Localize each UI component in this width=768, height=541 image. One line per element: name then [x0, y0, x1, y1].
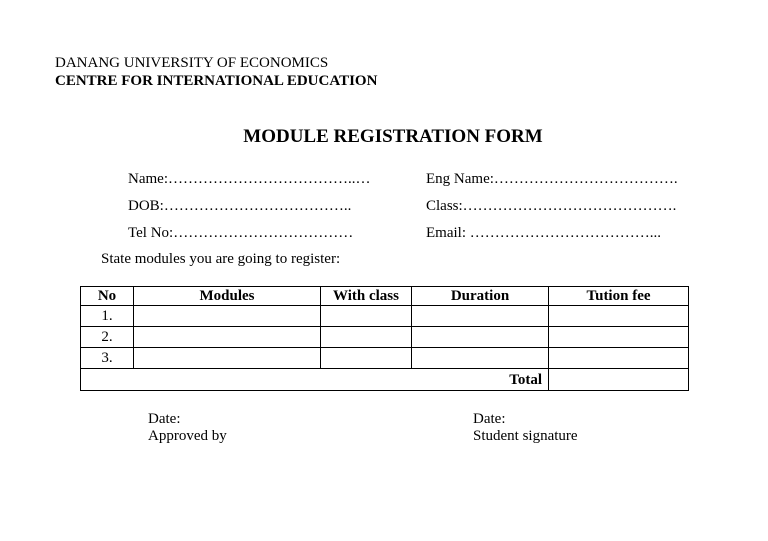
- dob-field[interactable]: DOB:………………………………..: [128, 198, 352, 214]
- email-field[interactable]: Email: ………………………………...: [426, 225, 661, 241]
- centre-name: CENTRE FOR INTERNATIONAL EDUCATION: [55, 73, 378, 89]
- name-field[interactable]: Name:………………………………..…: [128, 171, 371, 187]
- university-name: DANANG UNIVERSITY OF ECONOMICS: [55, 55, 329, 71]
- with-class-cell[interactable]: [321, 306, 412, 327]
- total-value-cell[interactable]: [549, 369, 689, 391]
- student-signature-label: Student signature: [473, 428, 578, 444]
- header-modules: Modules: [134, 287, 321, 306]
- fee-cell[interactable]: [549, 348, 689, 369]
- total-label: Total: [81, 369, 549, 391]
- tel-field[interactable]: Tel No:………………………………: [128, 225, 354, 241]
- duration-cell[interactable]: [412, 327, 549, 348]
- header-duration: Duration: [412, 287, 549, 306]
- with-class-cell[interactable]: [321, 348, 412, 369]
- header-tuition-fee: Tution fee: [549, 287, 689, 306]
- student-date: Date:: [473, 411, 506, 427]
- eng-name-field[interactable]: Eng Name:……………………………….: [426, 171, 678, 187]
- modules-instruction: State modules you are going to register:: [101, 251, 341, 267]
- header-no: No: [81, 287, 134, 306]
- duration-cell[interactable]: [412, 348, 549, 369]
- header-with-class: With class: [321, 287, 412, 306]
- duration-cell[interactable]: [412, 306, 549, 327]
- form-title: MODULE REGISTRATION FORM: [243, 126, 543, 147]
- fee-cell[interactable]: [549, 306, 689, 327]
- row-number: 3.: [81, 348, 134, 369]
- table-row: [81, 348, 689, 369]
- row-number: 2.: [81, 327, 134, 348]
- total-row: [81, 369, 689, 391]
- module-cell[interactable]: [134, 306, 321, 327]
- table-row: [81, 327, 689, 348]
- module-cell[interactable]: [134, 327, 321, 348]
- with-class-cell[interactable]: [321, 327, 412, 348]
- fee-cell[interactable]: [549, 327, 689, 348]
- class-field[interactable]: Class:…………………………………….: [426, 198, 677, 214]
- approved-by-label: Approved by: [148, 428, 227, 444]
- approver-date: Date:: [148, 411, 181, 427]
- table-row: [81, 306, 689, 327]
- table-header-row: [81, 287, 689, 306]
- registration-table: [80, 286, 689, 391]
- module-cell[interactable]: [134, 348, 321, 369]
- row-number: 1.: [81, 306, 134, 327]
